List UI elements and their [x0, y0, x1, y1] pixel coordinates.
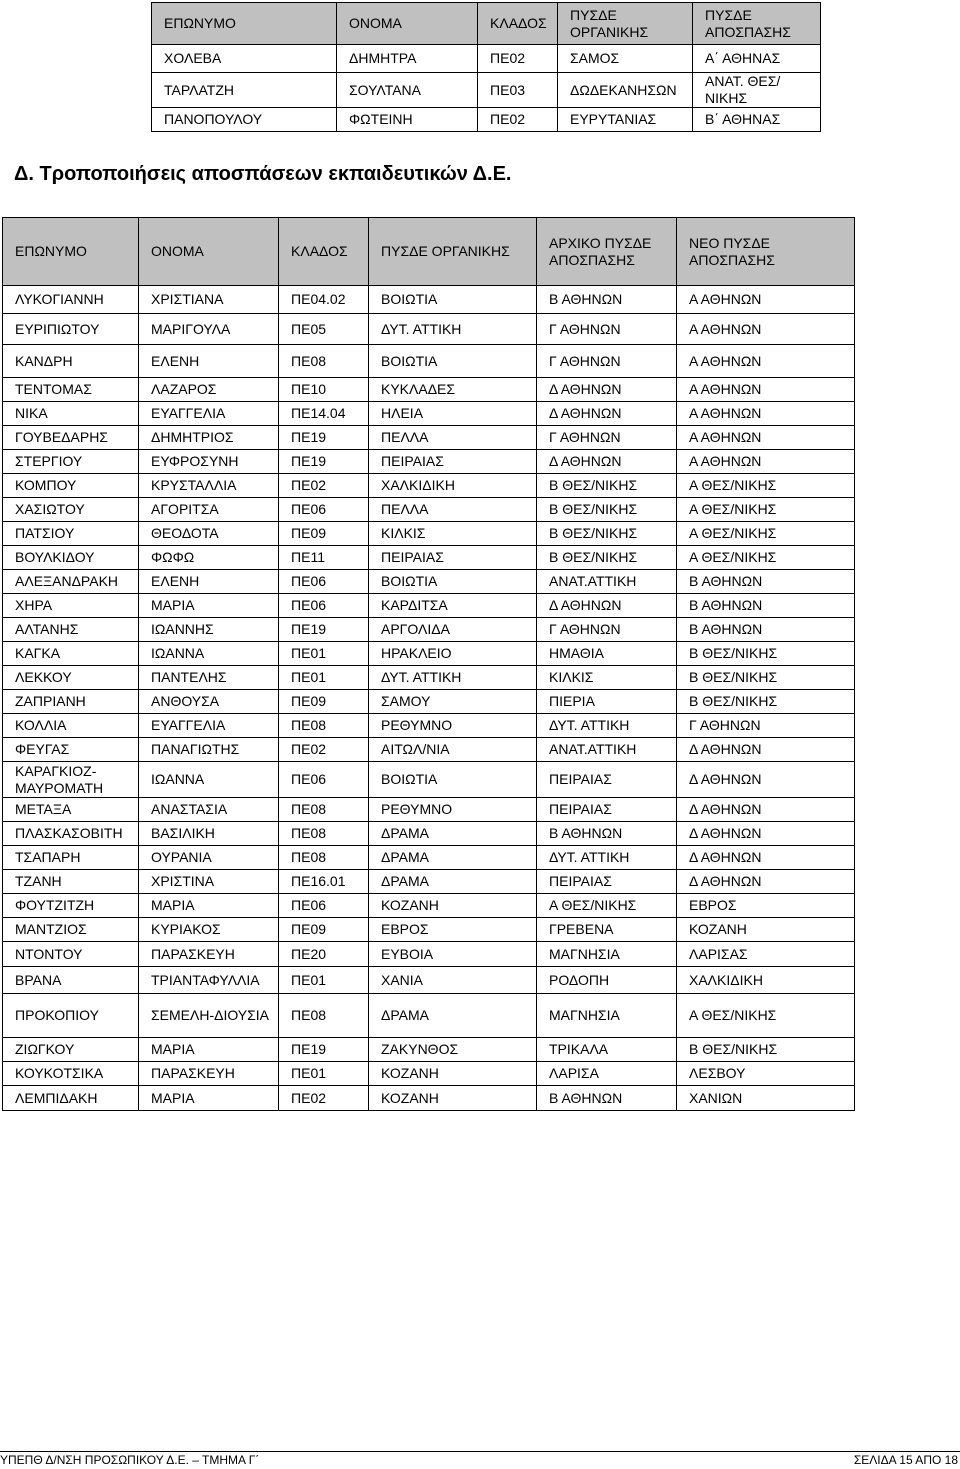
- table-cell: ΙΩΑΝΝΑ: [139, 642, 279, 666]
- table-cell: ΚΙΛΚΙΣ: [537, 666, 677, 690]
- table-cell: ΚΟΛΛΙΑ: [3, 714, 139, 738]
- table-cell: ΙΩΑΝΝΗΣ: [139, 618, 279, 642]
- table-cell: Α ΑΘΗΝΩΝ: [677, 402, 855, 426]
- section-title: Δ. Τροποποιήσεις αποσπάσεων εκπαιδευτικών Δ.Ε.: [14, 163, 512, 185]
- table-cell: ΚΡΥΣΤΑΛΛΙΑ: [139, 474, 279, 498]
- table-cell: ΚΥΡΙΑΚΟΣ: [139, 918, 279, 942]
- table-cell: ΖΙΩΓΚΟΥ: [3, 1038, 139, 1062]
- footer-department: ΥΠΕΠΘ Δ/ΝΣΗ ΠΡΟΣΩΠΙΚΟΥ Δ.Ε. – ΤΜΗΜΑ Γ΄: [0, 1453, 260, 1467]
- table-cell: ΛΥΚΟΓΙΑΝΝΗ: [3, 286, 139, 314]
- table-cell: ΑΝΑΤ.ΑΤΤΙΚΗ: [537, 738, 677, 762]
- table-cell: ΠΕ16.01: [279, 870, 369, 894]
- table-cell: Α ΑΘΗΝΩΝ: [677, 286, 855, 314]
- table-cell: Β ΑΘΗΝΩΝ: [677, 594, 855, 618]
- table-cell: Δ ΑΘΗΝΩΝ: [677, 762, 855, 798]
- table-row: [3, 798, 855, 822]
- table-cell: ΠΕ08: [279, 994, 369, 1038]
- table-cell: ΛΑΖΑΡΟΣ: [139, 378, 279, 402]
- footer-divider: [0, 1451, 960, 1452]
- table-cell: ΦΕΥΓΑΣ: [3, 738, 139, 762]
- table-cell: ΠΑΡΑΣΚΕΥΗ: [139, 942, 279, 967]
- table-cell: ΤΖΑΝΗ: [3, 870, 139, 894]
- table-cell: ΠΑΤΣΙΟΥ: [3, 522, 139, 546]
- table-cell: ΠΕΙΡΑΙΑΣ: [537, 798, 677, 822]
- table-cell: Β ΘΕΣ/ΝΙΚΗΣ: [537, 498, 677, 522]
- table-cell: Δ ΑΘΗΝΩΝ: [677, 822, 855, 846]
- table-row: [3, 642, 855, 666]
- table-cell: ΧΟΛΕΒΑ: [152, 45, 337, 73]
- table-cell: ΠΕ08: [279, 714, 369, 738]
- table-cell: Δ ΑΘΗΝΩΝ: [677, 798, 855, 822]
- table-cell: ΠΕ19: [279, 426, 369, 450]
- table-cell: ΔΩΔΕΚΑΝΗΣΩΝ: [558, 73, 693, 108]
- table-cell: ΠΕ08: [279, 345, 369, 378]
- table-header-row: [152, 3, 821, 45]
- table-cell: Β ΘΕΣ/ΝΙΚΗΣ: [537, 522, 677, 546]
- table-cell: Β ΑΘΗΝΩΝ: [677, 570, 855, 594]
- table-cell: ΛΑΡΙΣΑΣ: [677, 942, 855, 967]
- table-row: [3, 474, 855, 498]
- table-cell: ΗΜΑΘΙΑ: [537, 642, 677, 666]
- table-row: [3, 738, 855, 762]
- table-cell: ΠΕ02: [279, 1086, 369, 1111]
- table-cell: ΠΕ08: [279, 846, 369, 870]
- table-row: [3, 618, 855, 642]
- table-cell: ΗΡΑΚΛΕΙΟ: [369, 642, 537, 666]
- table-row: [3, 714, 855, 738]
- table-cell: ΓΟΥΒΕΔΑΡΗΣ: [3, 426, 139, 450]
- table-cell: Α ΑΘΗΝΩΝ: [677, 378, 855, 402]
- table-cell: Β ΘΕΣ/ΝΙΚΗΣ: [537, 474, 677, 498]
- table-cell: ΛΕΚΚΟΥ: [3, 666, 139, 690]
- table-cell: ΚΟΖΑΝΗ: [369, 1062, 537, 1086]
- column-header: ΟΝΟΜΑ: [139, 218, 279, 286]
- table-cell: ΜΑΓΝΗΣΙΑ: [537, 942, 677, 967]
- table-row: [3, 1038, 855, 1062]
- table-cell: ΠΕ09: [279, 918, 369, 942]
- table-cell: ΧΡΙΣΤΙΝΑ: [139, 870, 279, 894]
- table-cell: ΠΕ03: [478, 73, 558, 108]
- table-cell: ΒΟΙΩΤΙΑ: [369, 286, 537, 314]
- table-cell: ΚΑΓΚΑ: [3, 642, 139, 666]
- table-cell: ΣΕΜΕΛΗ-ΔΙΟΥΣΙΑ: [139, 994, 279, 1038]
- table-cell: ΤΕΝΤΟΜΑΣ: [3, 378, 139, 402]
- table-cell: ΠΕ05: [279, 314, 369, 345]
- table-cell: Δ ΑΘΗΝΩΝ: [537, 378, 677, 402]
- table-cell: Α ΑΘΗΝΩΝ: [677, 450, 855, 474]
- table-cell: ΛΑΡΙΣΑ: [537, 1062, 677, 1086]
- table-cell: ΑΝΑΣΤΑΣΙΑ: [139, 798, 279, 822]
- table-cell: ΣΑΜΟΣ: [558, 45, 693, 73]
- table-cell: ΠΑΝΤΕΛΗΣ: [139, 666, 279, 690]
- table-row: [3, 594, 855, 618]
- table-cell: Γ ΑΘΗΝΩΝ: [537, 314, 677, 345]
- table-cell: ΚΟΖΑΝΗ: [369, 894, 537, 918]
- table-cell: ΧΑΣΙΩΤΟΥ: [3, 498, 139, 522]
- transfers-table-previous: [151, 2, 821, 132]
- table-cell: ΠΕ06: [279, 762, 369, 798]
- table-cell: ΖΑΚΥΝΘΟΣ: [369, 1038, 537, 1062]
- table-cell: Α ΘΕΣ/ΝΙΚΗΣ: [677, 546, 855, 570]
- transfers-modifications-table: [2, 217, 855, 1111]
- column-header: ΠΥΣΔΕ ΑΠΟΣΠΑΣΗΣ: [693, 3, 821, 45]
- table-cell: ΧΗΡΑ: [3, 594, 139, 618]
- table-cell: ΜΑΡΙΓΟΥΛΑ: [139, 314, 279, 345]
- table-cell: Α ΘΕΣ/ΝΙΚΗΣ: [677, 522, 855, 546]
- table-cell: ΣΑΜΟΥ: [369, 690, 537, 714]
- table-row: [3, 286, 855, 314]
- table-cell: Α ΘΕΣ/ΝΙΚΗΣ: [537, 894, 677, 918]
- table-cell: ΧΑΝΙΑ: [369, 967, 537, 994]
- table-cell: ΕΥΒΟΙΑ: [369, 942, 537, 967]
- table-cell: ΕΛΕΝΗ: [139, 345, 279, 378]
- table-cell: Β ΘΕΣ/ΝΙΚΗΣ: [677, 642, 855, 666]
- table-row: [3, 345, 855, 378]
- table-cell: Β ΘΕΣ/ΝΙΚΗΣ: [677, 1038, 855, 1062]
- table-cell: ΚΟΥΚΟΤΣΙΚΑ: [3, 1062, 139, 1086]
- table-cell: ΙΩΑΝΝΑ: [139, 762, 279, 798]
- column-header: ΝΕΟ ΠΥΣΔΕ ΑΠΟΣΠΑΣΗΣ: [677, 218, 855, 286]
- table-cell: ΦΩΤΕΙΝΗ: [337, 108, 478, 132]
- table-cell: ΜΑΓΝΗΣΙΑ: [537, 994, 677, 1038]
- table-cell: ΑΝΑΤ.ΑΤΤΙΚΗ: [537, 570, 677, 594]
- table-cell: ΤΣΑΠΑΡΗ: [3, 846, 139, 870]
- table-cell: ΚΟΜΠΟΥ: [3, 474, 139, 498]
- column-header: ΠΥΣΔΕ ΟΡΓΑΝΙΚΗΣ: [369, 218, 537, 286]
- column-header: ΠΥΣΔΕ ΟΡΓΑΝΙΚΗΣ: [558, 3, 693, 45]
- table-cell: ΠΕ20: [279, 942, 369, 967]
- table-cell: ΠΕΙΡΑΙΑΣ: [369, 450, 537, 474]
- table-cell: ΚΟΖΑΝΗ: [677, 918, 855, 942]
- table-cell: ΠΑΝΑΓΙΩΤΗΣ: [139, 738, 279, 762]
- table-cell: Α ΑΘΗΝΩΝ: [677, 314, 855, 345]
- table-cell: ΦΩΦΩ: [139, 546, 279, 570]
- table-cell: ΕΥΡΥΤΑΝΙΑΣ: [558, 108, 693, 132]
- table-cell: ΚΟΖΑΝΗ: [369, 1086, 537, 1111]
- table-cell: ΔΡΑΜΑ: [369, 994, 537, 1038]
- table-cell: ΠΕ08: [279, 822, 369, 846]
- table-row: [3, 690, 855, 714]
- table-cell: ΜΑΡΙΑ: [139, 594, 279, 618]
- table-cell: ΔΥΤ. ΑΤΤΙΚΗ: [537, 846, 677, 870]
- table-cell: ΠΕ02: [478, 108, 558, 132]
- table-cell: ΠΕ06: [279, 594, 369, 618]
- table-cell: ΤΡΙΑΝΤΑΦΥΛΛΙΑ: [139, 967, 279, 994]
- table-cell: ΕΛΕΝΗ: [139, 570, 279, 594]
- table-cell: Β ΘΕΣ/ΝΙΚΗΣ: [537, 546, 677, 570]
- table-cell: ΠΑΝΟΠΟΥΛΟΥ: [152, 108, 337, 132]
- table-cell: ΑΡΓΟΛΙΔΑ: [369, 618, 537, 642]
- table-cell: ΤΑΡΛΑΤΖΗ: [152, 73, 337, 108]
- table-cell: ΓΡΕΒΕΝΑ: [537, 918, 677, 942]
- table-cell: ΤΡΙΚΑΛΑ: [537, 1038, 677, 1062]
- table-cell: ΠΕ02: [279, 738, 369, 762]
- table-cell: ΑΛΕΞΑΝΔΡΑΚΗ: [3, 570, 139, 594]
- table-cell: Γ ΑΘΗΝΩΝ: [537, 618, 677, 642]
- table-cell: Β ΑΘΗΝΩΝ: [537, 822, 677, 846]
- table-cell: Β ΑΘΗΝΩΝ: [537, 1086, 677, 1111]
- table-row: [3, 570, 855, 594]
- table-cell: ΔΡΑΜΑ: [369, 822, 537, 846]
- table-cell: Α ΘΕΣ/ΝΙΚΗΣ: [677, 498, 855, 522]
- table-cell: ΛΕΜΠΙΔΑΚΗ: [3, 1086, 139, 1111]
- table-cell: ΧΑΛΚΙΔΙΚΗ: [369, 474, 537, 498]
- table-cell: ΠΕ01: [279, 1062, 369, 1086]
- table-row: [3, 1086, 855, 1111]
- table-cell: ΒΑΣΙΛΙΚΗ: [139, 822, 279, 846]
- table-cell: ΠΕ02: [279, 474, 369, 498]
- table-row: [3, 402, 855, 426]
- table-cell: ΠΕ01: [279, 642, 369, 666]
- table-row: [3, 378, 855, 402]
- table-cell: Α ΑΘΗΝΩΝ: [677, 345, 855, 378]
- table-cell: ΑΝΑΤ. ΘΕΣ/ΝΙΚΗΣ: [693, 73, 821, 108]
- table-cell: ΑΓΟΡΙΤΣΑ: [139, 498, 279, 522]
- table-cell: ΔΥΤ. ΑΤΤΙΚΗ: [369, 666, 537, 690]
- table-cell: ΜΕΤΑΞΑ: [3, 798, 139, 822]
- table-cell: ΒΟΥΛΚΙΔΟΥ: [3, 546, 139, 570]
- table-cell: Β ΑΘΗΝΩΝ: [677, 618, 855, 642]
- table-cell: ΧΡΙΣΤΙΑΝΑ: [139, 286, 279, 314]
- table-cell: ΕΒΡΟΣ: [369, 918, 537, 942]
- table-row: [3, 666, 855, 690]
- table-cell: ΠΕ06: [279, 894, 369, 918]
- table-cell: ΠΕΙΡΑΙΑΣ: [369, 546, 537, 570]
- table-cell: ΑΛΤΑΝΗΣ: [3, 618, 139, 642]
- table-cell: ΣΟΥΛΤΑΝΑ: [337, 73, 478, 108]
- table-cell: ΠΕ06: [279, 570, 369, 594]
- table-cell: ΠΕ11: [279, 546, 369, 570]
- table-cell: ΔΥΤ. ΑΤΤΙΚΗ: [537, 714, 677, 738]
- table-cell: ΜΑΝΤΖΙΟΣ: [3, 918, 139, 942]
- table-cell: ΡΟΔΟΠΗ: [537, 967, 677, 994]
- table-cell: ΠΕΛΛΑ: [369, 498, 537, 522]
- table-cell: Δ ΑΘΗΝΩΝ: [677, 738, 855, 762]
- table-cell: Β ΑΘΗΝΩΝ: [537, 286, 677, 314]
- table-cell: ΠΕΙΡΑΙΑΣ: [537, 762, 677, 798]
- table-cell: ΜΑΡΙΑ: [139, 1038, 279, 1062]
- table-cell: ΝΙΚΑ: [3, 402, 139, 426]
- table-row: [3, 870, 855, 894]
- footer-page-number: ΣΕΛΙΔΑ 15 ΑΠΟ 18: [853, 1453, 958, 1467]
- table-row: [3, 942, 855, 967]
- table-cell: ΠΛΑΣΚΑΣΟΒΙΤΗ: [3, 822, 139, 846]
- table-cell: ΔΡΑΜΑ: [369, 846, 537, 870]
- table-cell: Α΄ ΑΘΗΝΑΣ: [693, 45, 821, 73]
- table-cell: ΠΕ19: [279, 1038, 369, 1062]
- table-cell: ΒΡΑΝΑ: [3, 967, 139, 994]
- table-row: [3, 846, 855, 870]
- table-cell: Δ ΑΘΗΝΩΝ: [537, 402, 677, 426]
- table-cell: ΚΑΡΑΓΚΙΟΖ-ΜΑΥΡΟΜΑΤΗ: [3, 762, 139, 798]
- table-cell: Δ ΑΘΗΝΩΝ: [677, 870, 855, 894]
- table-cell: ΠΡΟΚΟΠΙΟΥ: [3, 994, 139, 1038]
- table-cell: ΖΑΠΡΙΑΝΗ: [3, 690, 139, 714]
- table-cell: ΡΕΘΥΜΝΟ: [369, 798, 537, 822]
- table-cell: ΚΑΡΔΙΤΣΑ: [369, 594, 537, 618]
- table-cell: ΕΥΡΙΠΙΩΤΟΥ: [3, 314, 139, 345]
- table-row: [3, 522, 855, 546]
- table-cell: ΔΗΜΗΤΡΙΟΣ: [139, 426, 279, 450]
- table-cell: Α ΘΕΣ/ΝΙΚΗΣ: [677, 474, 855, 498]
- table-cell: ΑΝΘΟΥΣΑ: [139, 690, 279, 714]
- table-row: [3, 498, 855, 522]
- table-cell: ΜΑΡΙΑ: [139, 894, 279, 918]
- column-header: ΕΠΩΝΥΜΟ: [3, 218, 139, 286]
- table-cell: ΗΛΕΙΑ: [369, 402, 537, 426]
- table-cell: ΣΤΕΡΓΙΟΥ: [3, 450, 139, 474]
- table-cell: ΝΤΟΝΤΟΥ: [3, 942, 139, 967]
- table-cell: ΠΙΕΡΙΑ: [537, 690, 677, 714]
- column-header: ΕΠΩΝΥΜΟ: [152, 3, 337, 45]
- column-header: ΚΛΑΔΟΣ: [279, 218, 369, 286]
- table-header-row: [3, 218, 855, 286]
- column-header: ΚΛΑΔΟΣ: [478, 3, 558, 45]
- table-row: [3, 762, 855, 798]
- table-row: [3, 426, 855, 450]
- table-row: [3, 546, 855, 570]
- table-cell: Δ ΑΘΗΝΩΝ: [677, 846, 855, 870]
- table-cell: ΦΟΥΤΖΙΤΖΗ: [3, 894, 139, 918]
- table-cell: Β΄ ΑΘΗΝΑΣ: [693, 108, 821, 132]
- table-cell: ΡΕΘΥΜΝΟ: [369, 714, 537, 738]
- table-row: [152, 73, 821, 108]
- table-cell: Α ΘΕΣ/ΝΙΚΗΣ: [677, 994, 855, 1038]
- table-row: [3, 822, 855, 846]
- table-cell: Δ ΑΘΗΝΩΝ: [537, 450, 677, 474]
- table-cell: ΛΕΣΒΟΥ: [677, 1062, 855, 1086]
- table-cell: ΠΕ19: [279, 450, 369, 474]
- table-cell: Β ΘΕΣ/ΝΙΚΗΣ: [677, 666, 855, 690]
- table-cell: Α ΑΘΗΝΩΝ: [677, 426, 855, 450]
- table-cell: ΠΕ01: [279, 967, 369, 994]
- table-cell: ΒΟΙΩΤΙΑ: [369, 345, 537, 378]
- table-cell: ΕΥΑΓΓΕΛΙΑ: [139, 714, 279, 738]
- table-row: [3, 894, 855, 918]
- table-cell: ΠΕ08: [279, 798, 369, 822]
- table-cell: ΠΕ09: [279, 522, 369, 546]
- table-row: [3, 918, 855, 942]
- table-cell: ΠΕ04.02: [279, 286, 369, 314]
- table-cell: ΜΑΡΙΑ: [139, 1086, 279, 1111]
- column-header: ΟΝΟΜΑ: [337, 3, 478, 45]
- table-cell: ΠΕΙΡΑΙΑΣ: [537, 870, 677, 894]
- table-cell: ΔΗΜΗΤΡΑ: [337, 45, 478, 73]
- table-cell: ΑΙΤΩΛ/ΝΙΑ: [369, 738, 537, 762]
- table-row: [3, 994, 855, 1038]
- table-cell: ΠΕΛΛΑ: [369, 426, 537, 450]
- table-cell: ΚΙΛΚΙΣ: [369, 522, 537, 546]
- table-cell: ΟΥΡΑΝΙΑ: [139, 846, 279, 870]
- table-cell: Δ ΑΘΗΝΩΝ: [537, 594, 677, 618]
- table-cell: Γ ΑΘΗΝΩΝ: [537, 345, 677, 378]
- table-row: [3, 967, 855, 994]
- table-cell: ΔΡΑΜΑ: [369, 870, 537, 894]
- table-cell: ΕΒΡΟΣ: [677, 894, 855, 918]
- table-cell: ΧΑΛΚΙΔΙΚΗ: [677, 967, 855, 994]
- table-cell: ΠΕ01: [279, 666, 369, 690]
- table-cell: ΕΥΦΡΟΣΥΝΗ: [139, 450, 279, 474]
- table-row: [3, 314, 855, 345]
- table-cell: ΠΕ19: [279, 618, 369, 642]
- table-cell: ΘΕΟΔΟΤΑ: [139, 522, 279, 546]
- column-header: ΑΡΧΙΚΟ ΠΥΣΔΕ ΑΠΟΣΠΑΣΗΣ: [537, 218, 677, 286]
- table-cell: ΕΥΑΓΓΕΛΙΑ: [139, 402, 279, 426]
- table-cell: ΒΟΙΩΤΙΑ: [369, 570, 537, 594]
- table-cell: ΔΥΤ. ΑΤΤΙΚΗ: [369, 314, 537, 345]
- table-cell: ΒΟΙΩΤΙΑ: [369, 762, 537, 798]
- table-cell: ΠΕ09: [279, 690, 369, 714]
- table-cell: ΠΕ06: [279, 498, 369, 522]
- table-cell: ΠΕ10: [279, 378, 369, 402]
- table-cell: ΠΑΡΑΣΚΕΥΗ: [139, 1062, 279, 1086]
- table-row: [3, 1062, 855, 1086]
- table-cell: ΠΕ14.04: [279, 402, 369, 426]
- table-row: [152, 45, 821, 73]
- table-row: [152, 108, 821, 132]
- table-cell: Γ ΑΘΗΝΩΝ: [677, 714, 855, 738]
- table-cell: ΚΥΚΛΑΔΕΣ: [369, 378, 537, 402]
- table-row: [3, 450, 855, 474]
- table-cell: ΚΑΝΔΡΗ: [3, 345, 139, 378]
- table-cell: Γ ΑΘΗΝΩΝ: [537, 426, 677, 450]
- table-cell: ΠΕ02: [478, 45, 558, 73]
- table-cell: ΧΑΝΙΩΝ: [677, 1086, 855, 1111]
- table-cell: Β ΘΕΣ/ΝΙΚΗΣ: [677, 690, 855, 714]
